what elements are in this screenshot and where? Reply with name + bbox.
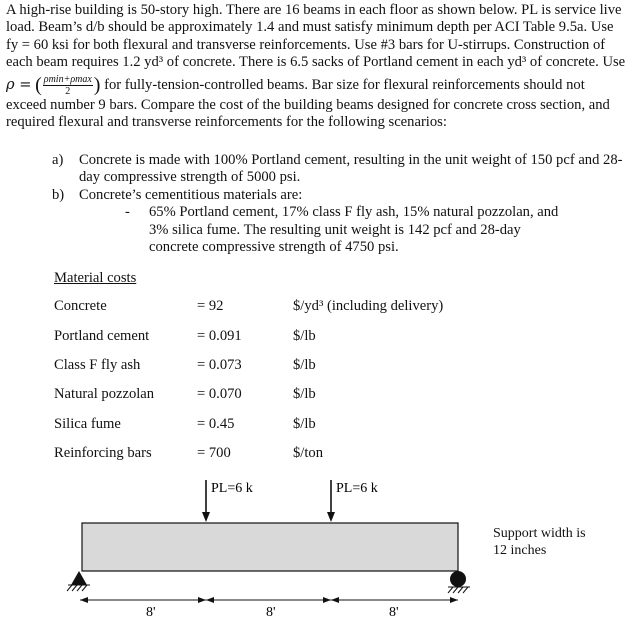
problem-line-1: A high-rise building is 50-story high. There are 16 beams in each floor as shown below. PL is service live	[6, 2, 622, 18]
load-label-right: PL=6 k	[336, 481, 378, 496]
cost-unit: $/lb	[293, 386, 316, 403]
cost-unit: $/lb	[293, 415, 316, 432]
rho-fraction	[43, 74, 93, 97]
cost-unit: $/lb	[293, 357, 316, 373]
cost-name: Reinforcing bars	[54, 444, 152, 461]
scenario-list	[52, 152, 630, 256]
cost-row	[54, 328, 554, 357]
cost-name: Class F fly ash	[54, 357, 141, 373]
scenario-b-subtext: 65% Portland cement, 17% class F fly ash, 15% natural pozzolan, and 3% silica fume. The resulting unit weight is 142 pcf and 28-day concrete compressive strength of 4750 psi.	[149, 204, 559, 256]
rho-denominator: 2	[65, 85, 71, 97]
cost-unit: $/lb	[293, 327, 316, 344]
cost-row	[54, 357, 554, 386]
material-costs-title: Material costs	[54, 270, 137, 286]
scenario-a-text: Concrete is made with 100% Portland cement, resulting in the unit weight of 150 pcf and 28-day compressive strength of 5000 psi.	[79, 152, 623, 186]
cost-name: Portland cement	[54, 327, 150, 344]
rho-numerator: ρmin+ρmax	[43, 73, 92, 85]
problem-line-4: each beam requires 1.2 yd³ of concrete. There is 6.5 sacks of Portland cement in each yd³ of concrete. Use	[6, 54, 626, 71]
problem-line-5: for fully-tension-controlled beams. Bar size for flexural reinforcements should not	[104, 76, 585, 93]
load-arrow-right-icon	[327, 480, 335, 522]
problem-statement	[6, 2, 630, 131]
problem-line-3: fy = 60 ksi for both flexural and transverse reinforcements. Use #3 bars for U-stirrups. Construction of	[6, 36, 606, 53]
cost-value: = 700	[197, 444, 231, 461]
cost-value: = 0.091	[197, 327, 242, 344]
problem-line-6: exceed number 9 bars. Compare the cost of the building beams designed for concrete cross section, and	[6, 96, 610, 113]
scenario-a-label: a)	[52, 152, 64, 168]
pin-support-icon	[67, 571, 90, 591]
rho-formula-line	[6, 74, 630, 97]
rho-prefix: ρ =	[6, 75, 32, 93]
dimension-line	[80, 597, 458, 603]
cost-row	[54, 445, 554, 474]
problem-line-7: required flexural and transverse reinforcements for the following scenarios:	[6, 114, 447, 131]
cost-unit: $/ton	[293, 444, 323, 461]
cost-row	[54, 298, 554, 327]
load-label-left: PL=6 k	[211, 481, 253, 496]
span-label-3: 8'	[389, 605, 399, 620]
roller-support-icon	[448, 571, 470, 593]
scenario-b-subitem	[52, 204, 569, 256]
cost-value: = 0.45	[197, 415, 235, 432]
bullet-dash: -	[125, 204, 130, 221]
span-label-2: 8'	[266, 605, 276, 620]
cost-name: Silica fume	[54, 415, 121, 432]
span-label-1: 8'	[146, 605, 156, 620]
cost-row	[54, 386, 554, 415]
cost-value: = 0.070	[197, 386, 242, 403]
scenario-b	[52, 187, 630, 204]
scenario-b-text: Concrete’s cementitious materials are:	[79, 186, 303, 203]
scenario-b-label: b)	[52, 186, 65, 203]
support-note-text: Support width is 12 inches	[493, 526, 586, 558]
beam	[82, 523, 458, 571]
cost-unit: $/yd³ (including delivery)	[293, 298, 444, 315]
problem-line-2: load. Beam’s d/b should be approximately 1.4 and must satisfy minimum depth per ACI Table 9.5a. Use	[6, 19, 614, 36]
left-paren: (	[35, 73, 42, 96]
material-costs	[54, 270, 554, 474]
cost-row	[54, 416, 554, 445]
scenario-a	[52, 152, 630, 187]
support-width-note	[493, 525, 603, 559]
cost-value: = 92	[197, 298, 224, 315]
cost-name: Concrete	[54, 298, 107, 315]
right-paren: )	[93, 73, 101, 96]
cost-value: = 0.073	[197, 357, 242, 373]
load-arrow-left-icon	[202, 480, 210, 522]
cost-name: Natural pozzolan	[54, 386, 155, 403]
